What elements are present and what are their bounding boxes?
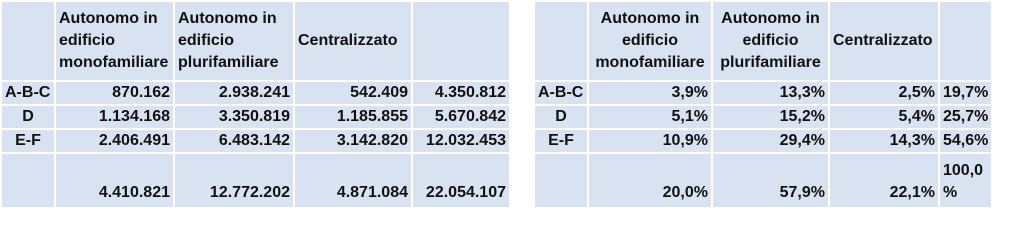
totals-row	[535, 154, 991, 207]
cell-monofamiliare: 5,1%	[589, 106, 711, 128]
cell-centralizzato: 3.142.820	[295, 130, 411, 152]
cell-row-total: 19,7%	[940, 82, 991, 104]
row-label: D	[2, 106, 54, 128]
cell-row-total: 12.032.453	[413, 130, 509, 152]
cell-centralizzato: 14,3%	[830, 130, 938, 152]
total-centralizzato: 22,1%	[830, 154, 938, 207]
header-cell-empty	[535, 2, 587, 80]
cell-monofamiliare: 870.162	[56, 82, 173, 104]
header-row	[2, 2, 509, 80]
cell-row-total: 25,7%	[940, 106, 991, 128]
row-label: A-B-C	[2, 82, 54, 104]
row-label: E-F	[2, 130, 54, 152]
header-row	[535, 2, 991, 80]
total-monofamiliare: 4.410.821	[56, 154, 173, 207]
table-row	[535, 130, 991, 152]
cell-monofamiliare: 3,9%	[589, 82, 711, 104]
absolute-values-table	[0, 0, 511, 209]
header-centralizzato: Centralizzato	[295, 2, 411, 80]
cell-plurifamiliare: 2.938.241	[175, 82, 293, 104]
table-row	[2, 82, 509, 104]
cell-plurifamiliare: 3.350.819	[175, 106, 293, 128]
header-autonomo-monofamiliare: Autonomo in edificio monofamiliare	[589, 2, 711, 80]
cell-row-total: 5.670.842	[413, 106, 509, 128]
grand-total: 100,0 %	[940, 154, 991, 207]
header-autonomo-monofamiliare: Autonomo in edificio monofamiliare	[56, 2, 173, 80]
cell-row-total: 54,6%	[940, 130, 991, 152]
cell-centralizzato: 542.409	[295, 82, 411, 104]
grand-total: 22.054.107	[413, 154, 509, 207]
total-monofamiliare: 20,0%	[589, 154, 711, 207]
cell-monofamiliare: 1.134.168	[56, 106, 173, 128]
cell-centralizzato: 5,4%	[830, 106, 938, 128]
header-autonomo-plurifamiliare: Autonomo in edificio plurifamiliare	[175, 2, 293, 80]
table-row	[2, 130, 509, 152]
cell-row-total: 4.350.812	[413, 82, 509, 104]
table-row	[2, 106, 509, 128]
cell-centralizzato: 2,5%	[830, 82, 938, 104]
percentage-table	[533, 0, 993, 209]
header-total	[940, 2, 991, 80]
header-autonomo-plurifamiliare: Autonomo in edificio plurifamiliare	[713, 2, 828, 80]
totals-label	[2, 154, 54, 207]
cell-centralizzato: 1.185.855	[295, 106, 411, 128]
cell-plurifamiliare: 13,3%	[713, 82, 828, 104]
cell-plurifamiliare: 15,2%	[713, 106, 828, 128]
header-centralizzato: Centralizzato	[830, 2, 938, 80]
cell-plurifamiliare: 29,4%	[713, 130, 828, 152]
total-centralizzato: 4.871.084	[295, 154, 411, 207]
total-plurifamiliare: 12.772.202	[175, 154, 293, 207]
row-label: A-B-C	[535, 82, 587, 104]
cell-plurifamiliare: 6.483.142	[175, 130, 293, 152]
cell-monofamiliare: 10,9%	[589, 130, 711, 152]
table-row	[535, 106, 991, 128]
cell-monofamiliare: 2.406.491	[56, 130, 173, 152]
header-cell-empty	[2, 2, 54, 80]
row-label: E-F	[535, 130, 587, 152]
total-plurifamiliare: 57,9%	[713, 154, 828, 207]
header-total	[413, 2, 509, 80]
row-label: D	[535, 106, 587, 128]
totals-row	[2, 154, 509, 207]
totals-label	[535, 154, 587, 207]
table-row	[535, 82, 991, 104]
